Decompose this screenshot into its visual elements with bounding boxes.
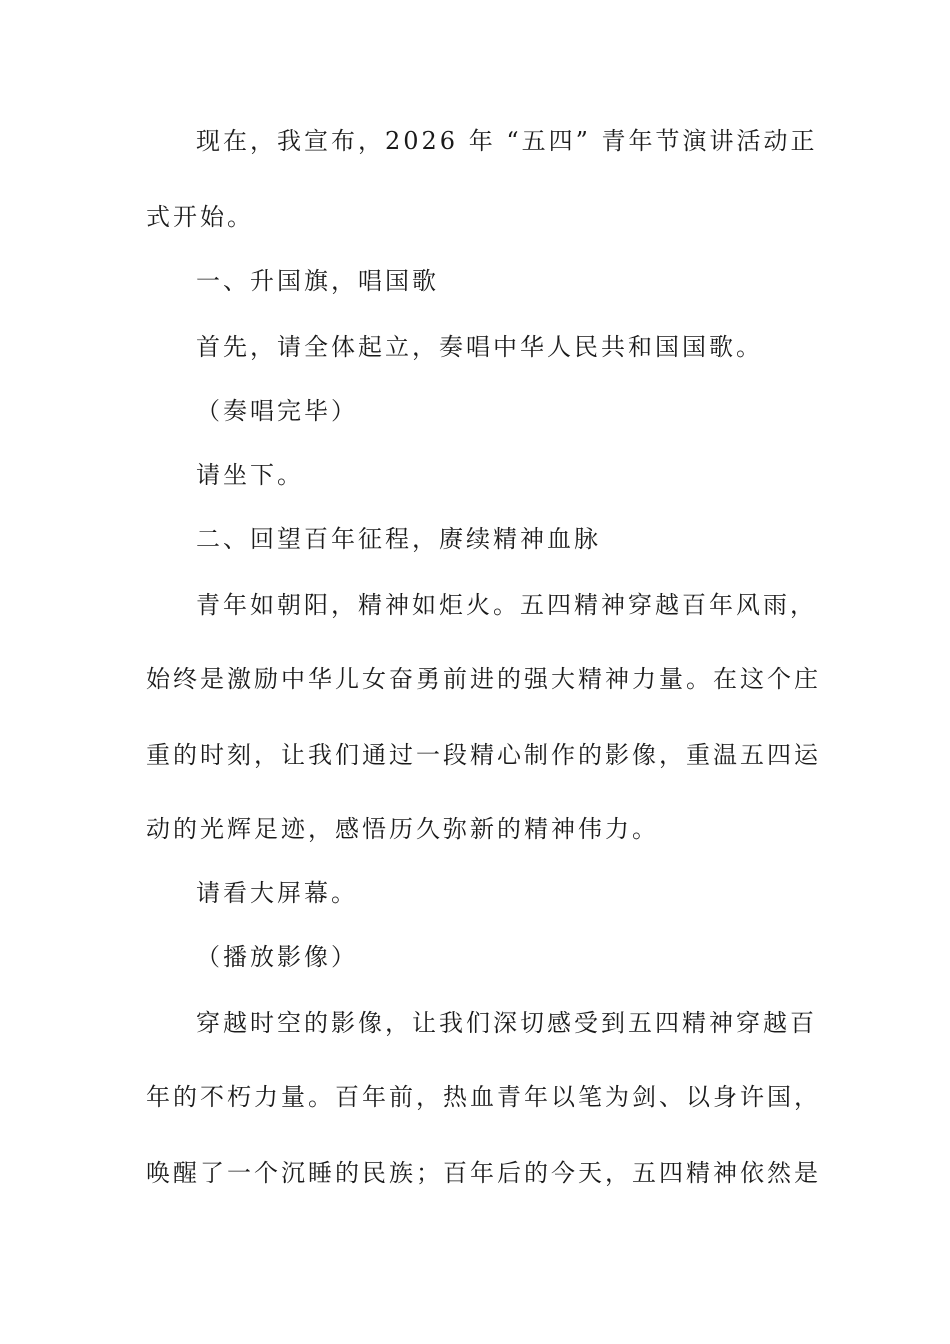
paragraph-line: 现在，我宣布，2026 年 “五四” 青年节演讲活动正	[196, 127, 818, 155]
stage-direction: （奏唱完毕）	[196, 397, 358, 425]
section-heading: 二、回望百年征程，赓续精神血脉	[196, 525, 601, 553]
paragraph-line: 唤醒了一个沉睡的民族；百年后的今天，五四精神依然是	[146, 1159, 821, 1187]
paragraph-line: 动的光辉足迹，感悟历久弥新的精神伟力。	[146, 815, 659, 843]
stage-direction: （播放影像）	[196, 943, 358, 971]
paragraph-line: 穿越时空的影像，让我们深切感受到五四精神穿越百	[196, 1009, 817, 1037]
section-heading: 一、升国旗，唱国歌	[196, 267, 439, 295]
paragraph-line: 年的不朽力量。百年前，热血青年以笔为剑、以身许国，	[146, 1083, 821, 1111]
paragraph-line: 首先，请全体起立，奏唱中华人民共和国国歌。	[196, 333, 763, 361]
paragraph-line: 请坐下。	[196, 461, 304, 489]
paragraph-line: 重的时刻，让我们通过一段精心制作的影像，重温五四运	[146, 741, 821, 769]
paragraph-line: 青年如朝阳，精神如炬火。五四精神穿越百年风雨，	[196, 591, 817, 619]
paragraph-line: 始终是激励中华儿女奋勇前进的强大精神力量。在这个庄	[146, 665, 821, 693]
paragraph-line: 式开始。	[146, 203, 254, 231]
paragraph-line: 请看大屏幕。	[196, 879, 358, 907]
